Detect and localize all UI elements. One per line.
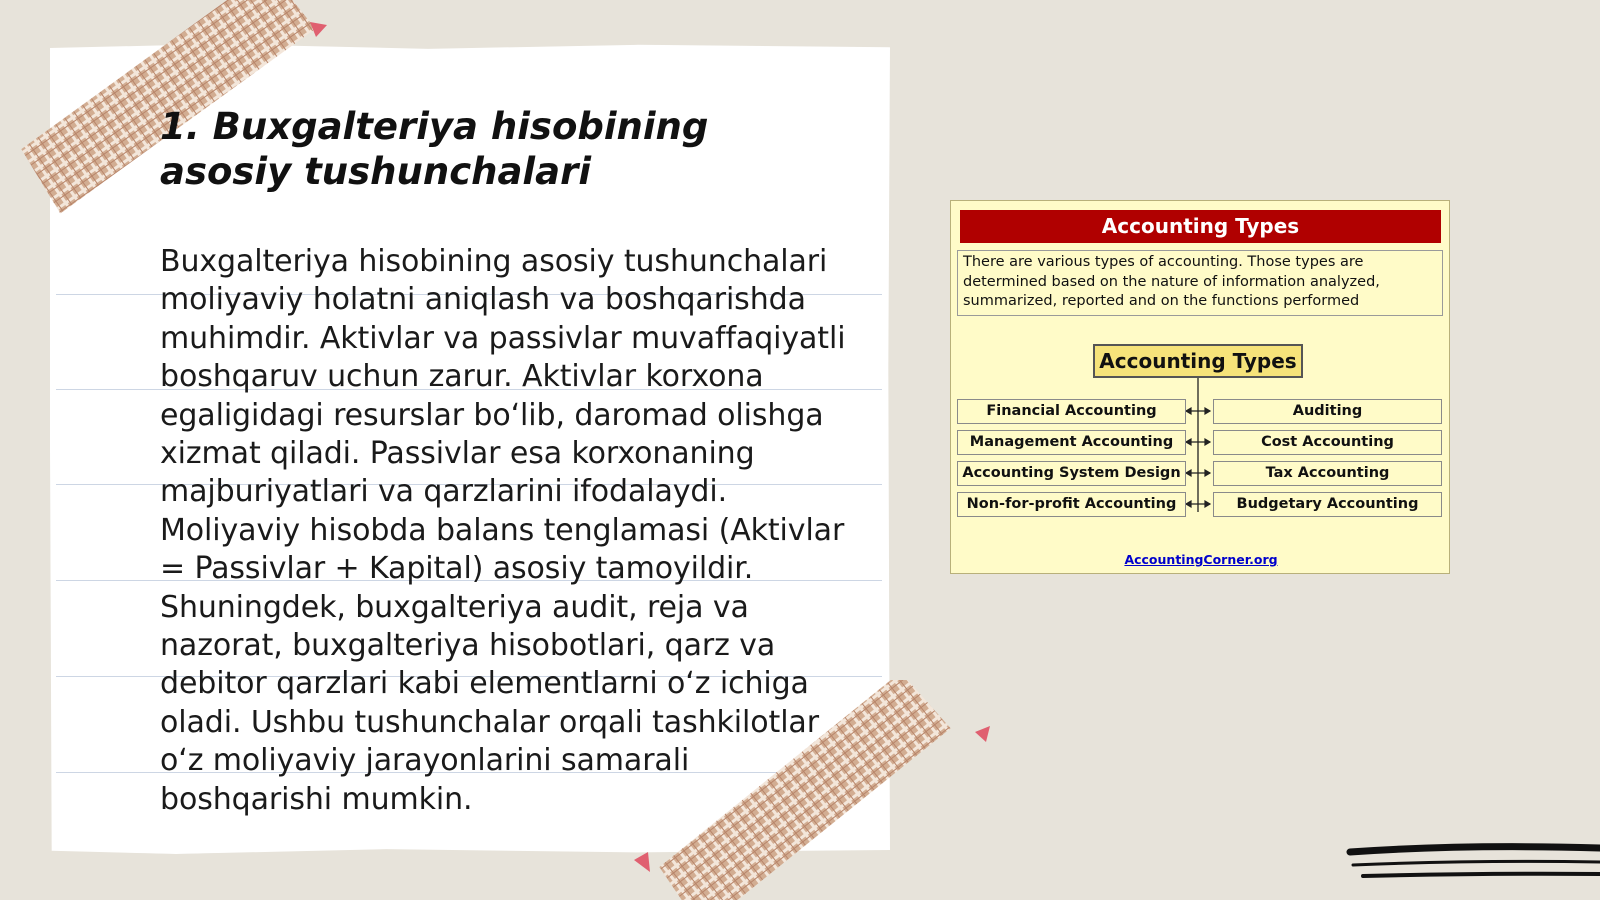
diagram-node-auditing: Auditing — [1213, 399, 1442, 424]
diagram-node-management-accounting: Management Accounting — [957, 430, 1186, 455]
brush-stroke-decoration — [1345, 840, 1600, 890]
diagram-node-financial-accounting: Financial Accounting — [957, 399, 1186, 424]
slide-body-text: Buxgalteriya hisobining asosiy tushunchalari moliyaviy holatni aniqlash va boshqarishda muhimdir. Aktivlar va passivlar muvaffaqiyatli boshqaruv uchun zarur. Aktivlar korxona egaligidagi resurslar bo‘lib, daromad olishga xizmat qiladi. Passivlar esa korxonaning majburiyatlari va qarzlarini ifodalaydi. Moliyaviy hisobda balans tenglamasi (Aktivlar = Passivlar + Kapital) asosiy tamoyildir. Shuningdek, buxgalteriya audit, reja va nazorat, buxgalteriya hisobotlari, qarz va debitor qarzlari kabi elementlarni o‘z ichiga oladi. Ushbu tushunchalar orqali tashkilotlar o‘z moliyaviy jarayonlarini samarali boshqarishi mumkin. — [160, 244, 846, 817]
diagram-source-link[interactable]: AccountingCorner.org — [1124, 552, 1278, 567]
slide-title: 1. Buxgalteriya hisobining asosiy tushunchalari — [160, 105, 709, 193]
diagram-header: Accounting Types — [960, 210, 1441, 243]
accounting-types-diagram — [950, 200, 1450, 574]
diagram-connectors — [951, 201, 1451, 575]
diagram-node-tax-accounting: Tax Accounting — [1213, 461, 1442, 486]
diagram-node-cost-accounting: Cost Accounting — [1213, 430, 1442, 455]
diagram-node-budgetary-accounting: Budgetary Accounting — [1213, 492, 1442, 517]
diagram-center-node: Accounting Types — [1093, 344, 1303, 378]
diagram-node-accounting-system-design: Accounting System Design — [957, 461, 1186, 486]
diagram-description: There are various types of accounting. Those types are determined based on the nature of information analyzed, summarized, reported and on the functions performed — [957, 250, 1443, 316]
diagram-node-non-for-profit-accounting: Non-for-profit Accounting — [957, 492, 1186, 517]
